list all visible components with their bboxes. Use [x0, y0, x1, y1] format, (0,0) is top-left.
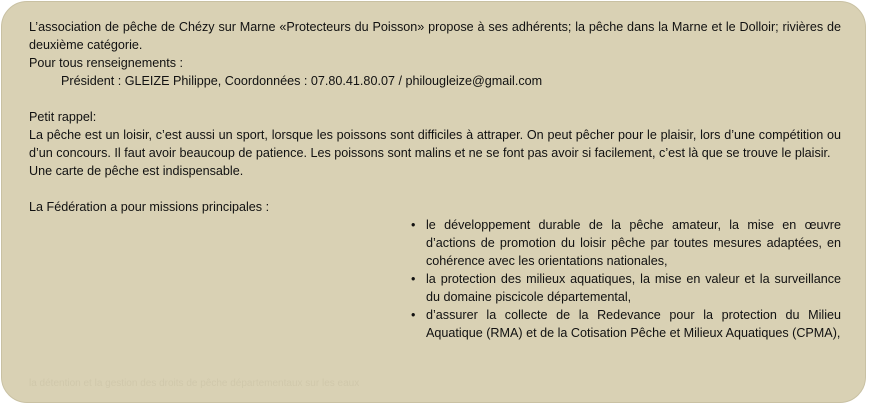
- info-label: Pour tous renseignements :: [29, 56, 184, 70]
- reminder-paragraph: La pêche est un loisir, c’est aussi un sport, lorsque les poissons sont difficiles à attraper. On peut pêcher pour le plaisir, lors d’une compétition ou d’un concours. Il faut avoir beaucoup de patience. Les poissons sont malins et ne se font pas avoir si facilement, c’est là que se trouve le plaisir.: [29, 128, 841, 160]
- info-card: [1, 1, 866, 403]
- card-content: [29, 18, 841, 342]
- federation-title: La Fédération a pour missions principales :: [29, 200, 270, 214]
- bullet-icon: •: [411, 272, 416, 286]
- faded-overflow-text: la détention et la gestion des droits de pêche départementaux sur les eaux: [29, 378, 360, 389]
- spacer: [29, 180, 841, 198]
- fishing-card-notice: Une carte de pêche est indispensable.: [29, 164, 244, 178]
- bullet-icon: •: [411, 218, 416, 232]
- reminder-title: Petit rappel:: [29, 110, 97, 124]
- mission-text: le développement durable de la pêche amateur, la mise en œuvre d’actions de promotion du loisir pêche par toutes mesures adaptées, en cohérence avec les orientations nationales,: [426, 218, 841, 268]
- missions-list: [409, 216, 841, 342]
- president-contact: Président : GLEIZE Philippe, Coordonnées : 07.80.41.80.07 / philougleize@gmail.com: [61, 74, 543, 88]
- spacer: [29, 90, 841, 108]
- mission-text: d’assurer la collecte de la Redevance pour la protection du Milieu Aquatique (RMA) et de la Cotisation Pêche et Milieux Aquatiques (CPMA),: [426, 308, 841, 340]
- list-item: [409, 216, 841, 270]
- bullet-icon: •: [411, 308, 416, 322]
- mission-text: la protection des milieux aquatiques, la mise en valeur et la surveillance du domaine piscicole départemental,: [426, 272, 841, 304]
- intro-paragraph: L’association de pêche de Chézy sur Marne «Protecteurs du Poisson» propose à ses adhérents; la pêche dans la Marne et le Dolloir; rivières de deuxième catégorie.: [29, 20, 841, 52]
- list-item: [409, 270, 841, 306]
- list-item: [409, 306, 841, 342]
